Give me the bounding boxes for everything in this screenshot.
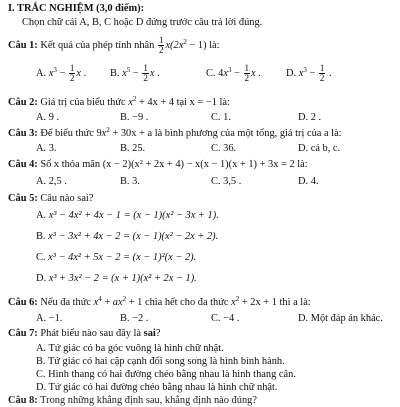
- option-b[interactable]: B. 25.: [120, 143, 146, 154]
- option-a[interactable]: A. 9 .: [36, 112, 60, 123]
- option-c[interactable]: C. 3,5 .: [211, 176, 242, 187]
- option-b[interactable]: B. −2 .: [120, 313, 149, 324]
- option-c[interactable]: C. $4x^3$ − $\frac{1}{2}$ x .: [206, 63, 261, 83]
- option-d[interactable]: D. 2 .: [298, 112, 322, 123]
- question-2: Câu 2: Giá trị của biểu thức $x^2 + 4x + 4$ tại x = −1 là:: [8, 95, 230, 108]
- question-text: Kết quả của phép tính nhân: [40, 39, 155, 51]
- section-instruction: Chọn chữ cái A, B, C hoặc D đứng trước câu trả lời đúng.: [22, 17, 263, 28]
- option-a[interactable]: A. 2,5 .: [36, 176, 67, 187]
- option-d[interactable]: D. Một đáp án khác.: [298, 313, 383, 324]
- question-1: Câu 1: Kết quả của phép tính nhân $\frac{1}{2}$ $x(2x^2 - 1)$ là:: [8, 35, 220, 55]
- option-a[interactable]: A. x³ − 4x² + 4x − 1 = (x − 1)(x² − 3x + 1).: [36, 210, 219, 221]
- section-heading: I. TRẮC NGHIỆM (3,0 điểm):: [8, 3, 145, 14]
- question-7: Câu 7: Phát biểu nào sau đây là sai?: [8, 328, 161, 339]
- option-a[interactable]: A. 3.: [36, 143, 57, 154]
- option-d[interactable]: D. x³ + 3x² − 2 = (x + 1)(x² + 2x − 1).: [36, 273, 197, 284]
- question-4: Câu 4: Số x thỏa mãn (x − 2)(x² + 2x + 4) − x(x − 1)(x + 1) + 3x = 2 là:: [8, 159, 308, 170]
- option-b[interactable]: B. x³ − 3x² + 4x − 2 = (x − 1)(x² − 2x + 2).: [36, 231, 219, 242]
- question-3: Câu 3: Để biểu thức $9x^2 + 30x + a$ là bình phương của một tổng, giá trị của a là:: [8, 126, 342, 139]
- option-c[interactable]: C. 36.: [211, 143, 237, 154]
- option-d[interactable]: D. $x^3$ − $\frac{1}{2}$ .: [286, 63, 332, 83]
- question-6: Câu 6: Nếu đa thức $x^4 + ax^2 + 1$ chia hết cho đa thức $x^2 + 2x + 1$ thì a là:: [8, 295, 311, 308]
- option-c[interactable]: C. 1.: [211, 112, 231, 123]
- question-5: Câu 5: Câu nào sai?: [8, 193, 94, 204]
- option-d[interactable]: D. 4.: [298, 176, 319, 187]
- option-c[interactable]: C. −4 .: [211, 313, 240, 324]
- option-b[interactable]: B. $x^5$ − $\frac{1}{2}$ x .: [110, 63, 160, 83]
- option-a[interactable]: A. Tứ giác có ba góc vuông là hình chữ nhật.: [36, 343, 224, 354]
- question-label: Câu 1:: [8, 39, 38, 51]
- option-c[interactable]: C. Hình thang có hai đường chéo bằng nhau là hình thang cân.: [36, 369, 296, 380]
- option-b[interactable]: B. Tứ giác có hai cặp cạnh đối song song là hình bình hành.: [36, 356, 285, 367]
- option-c[interactable]: C. x³ − 4x² + 5x − 2 = (x − 1)²(x − 2).: [36, 252, 197, 263]
- option-a[interactable]: A. $x^3$ − $\frac{1}{2}$ x .: [36, 63, 87, 83]
- option-d[interactable]: D. cả b, c.: [298, 143, 341, 154]
- question-8: Câu 8: Trong những khẳng định sau, khẳng định nào đúng?: [8, 395, 257, 406]
- fraction: $\frac{1}{2}$: [158, 35, 164, 55]
- option-b[interactable]: B. −9 .: [120, 112, 149, 123]
- option-d[interactable]: D. Tứ giác có hai đường chéo bằng nhau là hình chữ nhật.: [36, 382, 278, 393]
- option-b[interactable]: B. 3.: [120, 176, 140, 187]
- option-a[interactable]: A. −1.: [36, 313, 63, 324]
